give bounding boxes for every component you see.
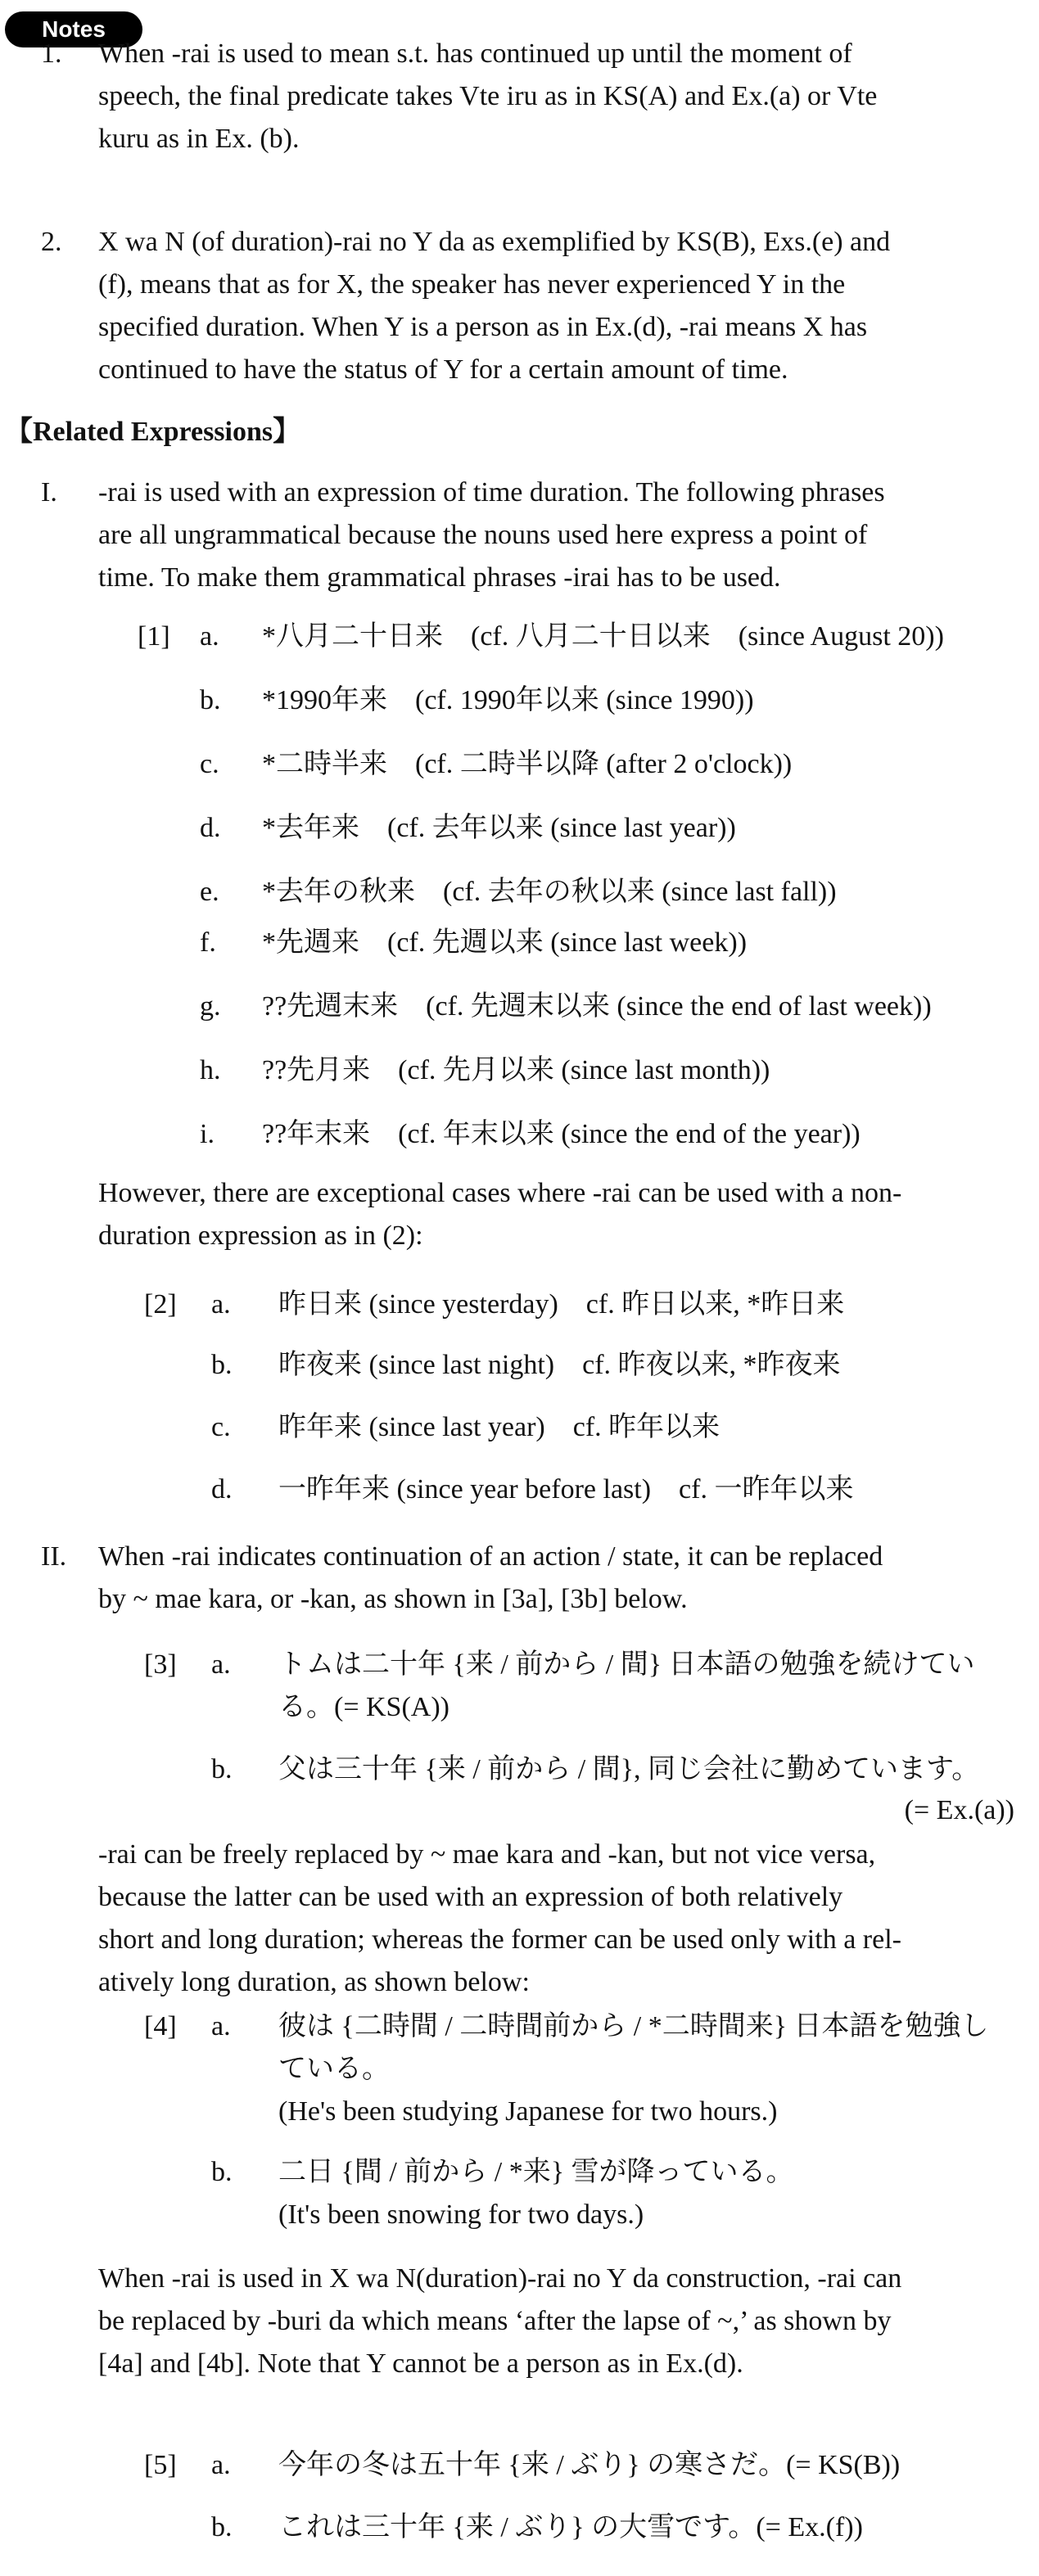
para-line: When -rai is used in X wa N(duration)-rai no Y da construction, -rai can: [98, 2263, 902, 2294]
example-line: ている。: [278, 2054, 390, 2084]
example-letter: c.: [200, 749, 219, 779]
example-letter: g.: [200, 991, 221, 1022]
example-letter: a.: [211, 1649, 231, 1680]
example-text: これは三十年 {来 / ぶり} の大雪です。(= Ex.(f)): [278, 2512, 863, 2542]
example-text: *八月二十日来 (cf. 八月二十日以来 (since August 20)): [262, 621, 944, 652]
related-expressions-heading: 【Related Expressions】: [5, 417, 301, 447]
example-letter: a.: [211, 2450, 231, 2480]
para-line: [4a] and [4b]. Note that Y cannot be a person as in Ex.(d).: [98, 2348, 743, 2379]
example-line: 二日 {間 / 前から / *来} 雪が降っている。: [278, 2157, 794, 2187]
notes-badge: Notes: [5, 11, 142, 47]
note-2-line: X wa N (of duration)-rai no Y da as exemplified by KS(B), Exs.(e) and: [98, 227, 891, 257]
example-letter: a.: [200, 621, 219, 652]
note-2-text: [98, 221, 1019, 391]
example-letter: b.: [211, 1350, 233, 1380]
example-2-number: [2]: [144, 1289, 177, 1320]
example-letter: f.: [200, 927, 216, 958]
section-2-text: [98, 1536, 1019, 1621]
example-letter: i.: [200, 1119, 215, 1149]
example-letter: b.: [200, 685, 221, 715]
example-3b-reference: (= Ex.(a)): [904, 1795, 1014, 1825]
example-3b-text: 父は三十年 {来 / 前から / 間}, 同じ会社に勤めています。: [278, 1754, 980, 1784]
example-text: 一昨年来 (since year before last) cf. 一昨年以来: [278, 1474, 854, 1505]
example-text: *1990年来 (cf. 1990年以来 (since 1990)): [262, 685, 754, 715]
example-text: *去年の秋来 (cf. 去年の秋以来 (since last fall)): [262, 877, 837, 907]
para-line: be replaced by -buri da which means ‘after the lapse of ~,’ as shown by: [98, 2306, 892, 2336]
note-1-line: speech, the final predicate takes Vte iru as in KS(A) and Ex.(a) or Vte: [98, 81, 878, 111]
note-2-line: continued to have the status of Y for a certain amount of time.: [98, 354, 788, 385]
example-3-number: [3]: [144, 1649, 177, 1680]
example-text: ??先月来 (cf. 先月以来 (since last month)): [262, 1055, 770, 1085]
however-line: duration expression as in (2):: [98, 1220, 423, 1251]
example-text: 昨年来 (since last year) cf. 昨年以来: [278, 1412, 721, 1442]
section-1-line: are all ungrammatical because the nouns used here express a point of: [98, 520, 868, 550]
example-letter: c.: [211, 1412, 231, 1442]
para-line: short and long duration; whereas the former can be used only with a rel-: [98, 1924, 901, 1955]
section-2-para-2: [98, 2258, 1019, 2385]
example-text: 昨夜来 (since last night) cf. 昨夜以来, *昨夜来: [278, 1350, 841, 1380]
example-text: ??先週末来 (cf. 先週末以来 (since the end of last week)): [262, 991, 932, 1022]
example-letter: d.: [200, 813, 221, 843]
section-1-line: -rai is used with an expression of time duration. The following phrases: [98, 477, 885, 508]
example-letter: b.: [211, 2512, 233, 2542]
example-line: (He's been studying Japanese for two hours.): [278, 2096, 778, 2127]
example-line: 彼は {二時間 / 二時間前から / *二時間来} 日本語を勉強し: [278, 2011, 989, 2041]
example-5-number: [5]: [144, 2450, 177, 2480]
example-text: 昨日来 (since yesterday) cf. 昨日以来, *昨日来: [278, 1289, 845, 1320]
example-3a-text: [278, 1644, 1015, 1729]
however-text: [98, 1172, 1019, 1257]
example-letter: b.: [211, 2157, 233, 2187]
section-1-text: [98, 471, 1019, 599]
example-text: *二時半来 (cf. 二時半以降 (after 2 o'clock)): [262, 749, 793, 779]
example-text: ??年末来 (cf. 年末以来 (since the end of the year)): [262, 1119, 861, 1149]
note-2-number: 2.: [41, 227, 62, 257]
example-line: る。(= KS(A)): [278, 1692, 449, 1722]
section-2-para: [98, 1834, 1019, 2004]
para-line: because the latter can be used with an expression of both relatively: [98, 1882, 843, 1912]
note-1-line: kuru as in Ex. (b).: [98, 124, 300, 154]
example-text: 今年の冬は五十年 {来 / ぶり} の寒さだ。(= KS(B)): [278, 2450, 901, 2480]
example-4-number: [4]: [144, 2011, 177, 2041]
example-letter: a.: [211, 1289, 231, 1320]
example-4b-text: [278, 2151, 1015, 2236]
section-1-line: time. To make them grammatical phrases -irai has to be used.: [98, 562, 781, 593]
section-2-roman: II.: [41, 1541, 67, 1572]
note-1-text: [98, 33, 1019, 160]
note-2-line: specified duration. When Y is a person as in Ex.(d), -rai means X has: [98, 312, 868, 342]
example-line: (It's been snowing for two days.): [278, 2199, 644, 2230]
section-2-line: When -rai indicates continuation of an action / state, it can be replaced: [98, 1541, 883, 1572]
note-1-number: 1.: [41, 38, 62, 69]
section-1-roman: I.: [41, 477, 57, 508]
para-line: atively long duration, as shown below:: [98, 1967, 530, 1997]
example-letter: h.: [200, 1055, 221, 1085]
note-1-line: When -rai is used to mean s.t. has continued up until the moment of: [98, 38, 852, 69]
section-2-line: by ~ mae kara, or -kan, as shown in [3a], [3b] below.: [98, 1584, 688, 1614]
example-letter: e.: [200, 877, 219, 907]
however-line: However, there are exceptional cases where -rai can be used with a non-: [98, 1178, 902, 1208]
example-letter: b.: [211, 1754, 233, 1784]
example-4a-text: [278, 2005, 1015, 2133]
example-letter: d.: [211, 1474, 233, 1505]
example-line: トムは二十年 {来 / 前から / 間} 日本語の勉強を続けてい: [278, 1649, 975, 1680]
example-1-number: [1]: [138, 621, 170, 652]
example-letter: a.: [211, 2011, 231, 2041]
para-line: -rai can be freely replaced by ~ mae kara and -kan, but not vice versa,: [98, 1839, 876, 1870]
example-text: *先週来 (cf. 先週以来 (since last week)): [262, 927, 748, 958]
note-2-line: (f), means that as for X, the speaker has never experienced Y in the: [98, 269, 846, 300]
example-text: *去年来 (cf. 去年以来 (since last year)): [262, 813, 736, 843]
